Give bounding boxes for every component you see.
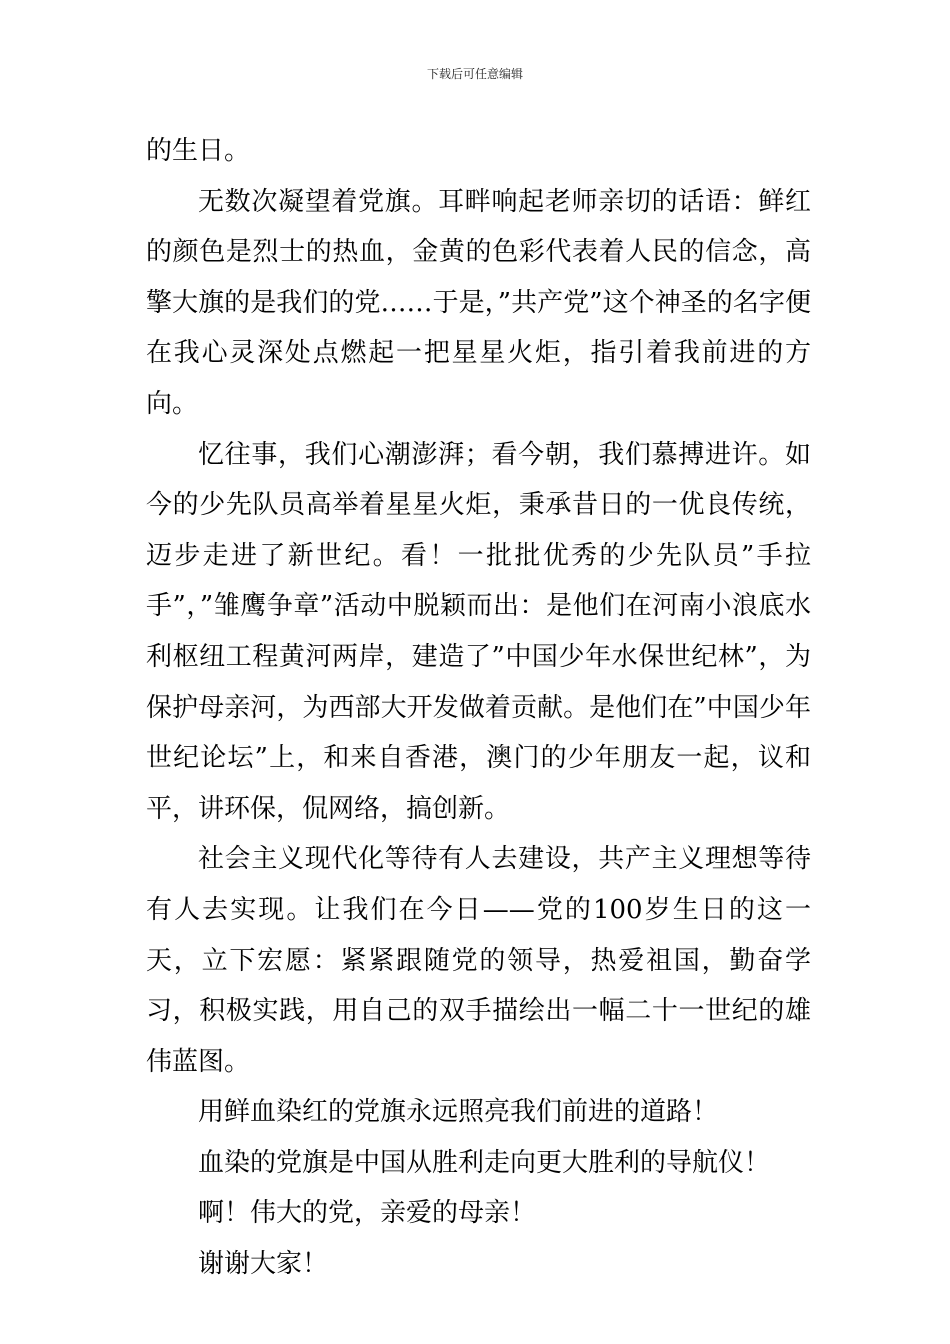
page-header-note: 下载后可任意编辑 xyxy=(426,67,523,81)
paragraph-closing-line-3: 啊！伟大的党，亲爱的母亲！ xyxy=(198,1198,537,1229)
paragraph-closing-line-1: 用鲜血染红的党旗永远照亮我们前进的道路！ xyxy=(198,1097,719,1128)
document-body xyxy=(146,126,811,1290)
paragraph-socialist-modernization: 社会主义现代化等待有人去建设，共产主义理想等待有人去实现。让我们在今日——党的100岁生日的这一天，立下宏愿：紧紧跟随党的领导，热爱祖国，勤奋学习，积极实践，用自己的双手描绘出一幅二十一世纪的雄伟蓝图。 xyxy=(146,844,811,1077)
paragraph-young-pioneers: 忆往事，我们心潮澎湃；看今朝，我们慕搏进许。如今的少先队员高举着星星火炬，秉承昔日的一优良传统，迈步走进了新世纪。看！一批批优秀的少先队员”手拉手”，”雏鹰争章”活动中脱颖而出：是他们在河南小浪底水利枢纽工程黄河两岸，建造了”中国少年水保世纪林”，为保护母亲河，为西部大开发做着贡献。是他们在”中国少年世纪论坛”上，和来自香港，澳门的少年朋友一起，议和平，讲环保，侃网络，搞创新。 xyxy=(146,439,811,824)
paragraph-closing-line-2: 血染的党旗是中国从胜利走向更大胜利的导航仪！ xyxy=(198,1147,771,1178)
paragraph-party-flag: 无数次凝望着党旗。耳畔响起老师亲切的话语：鲜红的颜色是烈士的热血，金黄的色彩代表着人民的信念，高擎大旗的是我们的党……于是，”共产党”这个神圣的名字便在我心灵深处点燃起一把星星火炬，指引着我前进的方向。 xyxy=(146,186,811,419)
paragraph-thanks: 谢谢大家！ xyxy=(198,1249,329,1280)
paragraph-continuation: 的生日。 xyxy=(146,136,251,166)
